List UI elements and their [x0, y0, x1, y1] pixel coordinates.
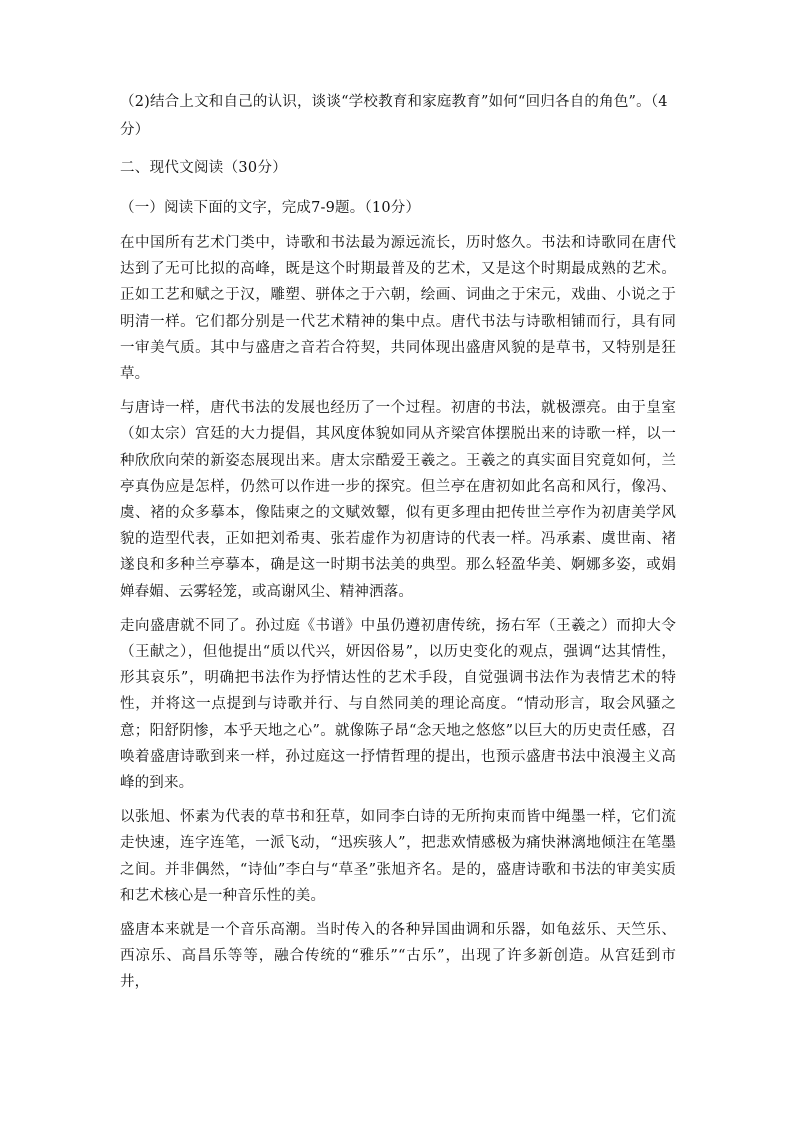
paragraph-5: 盛唐本来就是一个音乐高潮。当时传入的各种异国曲调和乐器，如龟兹乐、天竺乐、西凉乐、高昌乐等等，融合传统的“雅乐”“古乐”，出现了许多新创造。从宫廷到市井，	[120, 922, 676, 991]
paragraph-2: 与唐诗一样，唐代书法的发展也经历了一个过程。初唐的书法，就极漂亮。由于皇室（如太宗）宫廷的大力提倡，其风度体貌如同从齐梁宫体摆脱出来的诗歌一样，以一种欣欣向荣的新姿态展现出来。唐太宗酷爱王羲之。王羲之的真实面目究竟如何，兰亭真伪应是怎样，仍然可以作进一步的探究。但兰亭在唐初如此名高和风行，像冯、虞、褚的众多摹本，像陆柬之的文赋效颦，似有更多理由把传世兰亭作为初唐美学风貌的造型代表，正如把刘希夷、张若虚作为初唐诗的代表一样。冯承素、虞世南、褚遂良和多种兰亭摹本，确是这一时期书法美的典型。那么轻盈华美、婀娜多姿，或娟婵春媚、云雾轻笼，或高谢风尘、精神洒落。	[120, 400, 676, 600]
subsection-title: （一）阅读下面的文字，完成7-9题。（10分）	[120, 200, 421, 216]
paragraph-4: 以张旭、怀素为代表的草书和狂草，如同李白诗的无所拘束而皆中绳墨一样，它们流走快速，连字连笔，一派飞动，“迅疾骇人”，把悲欢情感极为痛快淋漓地倾注在笔墨之间。并非偶然，“诗仙”李白与“草圣”张旭齐名。是的，盛唐诗歌和书法的审美实质和艺术核心是一种音乐性的美。	[120, 809, 676, 904]
question-text: （2)结合上文和自己的认识，谈谈“学校教育和家庭教育”如何“回归各自的角色”。（4分）	[120, 94, 668, 138]
paragraph-3: 走向盛唐就不同了。孙过庭《书谱》中虽仍遵初唐传统，扬右军（王羲之）而抑大令（王献之），但他提出“质以代兴，妍因俗易”，以历史变化的观点，强调“达其情性，形其哀乐”，明确把书法作为抒情达性的艺术手段，自觉强调书法作为表情艺术的特性，并将这一点提到与诗歌并行、与自然同美的理论高度。“情动形言，取会风骚之意；阳舒阴惨，本乎天地之心”。就像陈子昂“念天地之悠悠”以巨大的历史责任感，召唤着盛唐诗歌到来一样，孙过庭这一抒情哲理的提出，也预示盛唐书法中浪漫主义高峰的到来。	[120, 617, 676, 792]
paragraph-1: 在中国所有艺术门类中，诗歌和书法最为源远流长，历时悠久。书法和诗歌同在唐代达到了无可比拟的高峰，既是这个时期最普及的艺术，又是这个时期最成熟的艺术。正如工艺和赋之于汉，雕塑、骈体之于六朝，绘画、词曲之于宋元，戏曲、小说之于明清一样。它们都分别是一代艺术精神的集中点。唐代书法与诗歌相铺而行，具有同一审美气质。其中与盛唐之音若合符契，共同体现出盛唐风貌的是草书，又特别是狂草。	[120, 235, 676, 383]
document-content	[120, 88, 676, 1004]
section-title: 二、现代文阅读（30分）	[120, 160, 288, 176]
